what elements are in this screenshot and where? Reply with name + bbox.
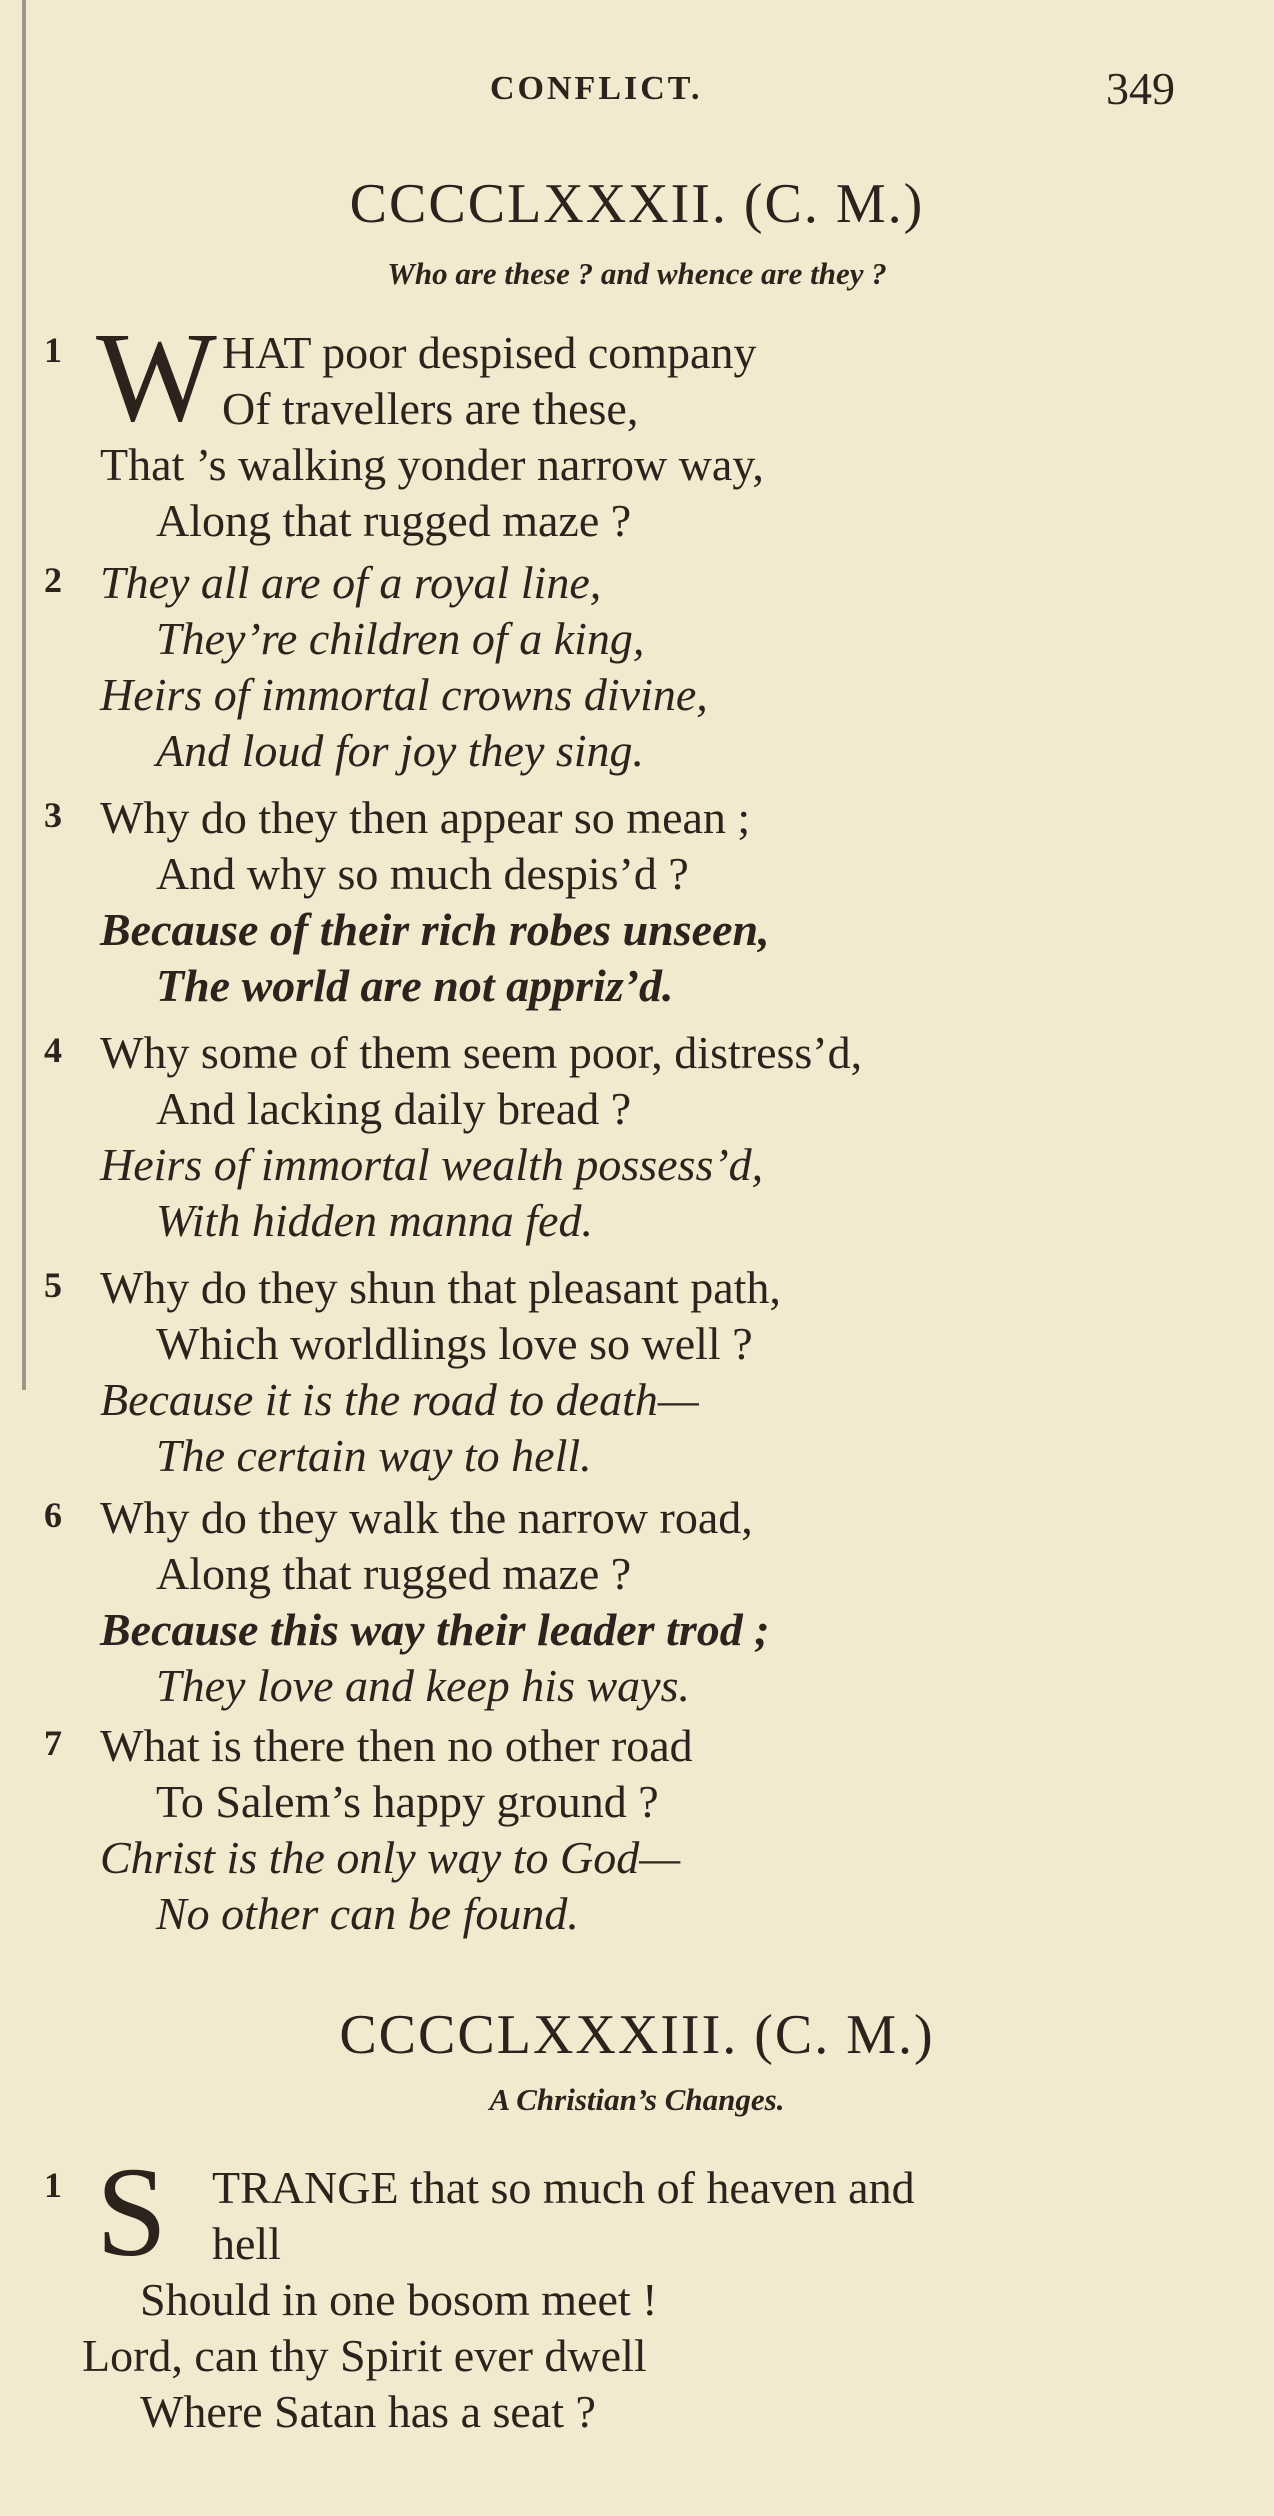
drop-cap: W (96, 306, 217, 448)
verse-number: 7 (44, 1723, 62, 1763)
verse-line: hell (212, 2218, 281, 2269)
hymn-title: CCCCLXXXII. (C. M.) (349, 173, 925, 235)
hymn-subtitle: A Christian’s Changes. (489, 2082, 785, 2117)
verse-line: Heirs of immortal wealth possess’d, (100, 1139, 764, 1190)
page-header (0, 62, 1274, 122)
verse-line: Because of their rich robes unseen, (100, 904, 770, 955)
verse-line: Lord, can thy Spirit ever dwell (82, 2330, 647, 2381)
verse-line: Why some of them seem poor, distress’d, (100, 1027, 863, 1078)
verse-line: With hidden manna fed. (156, 1195, 593, 1246)
verse-line: And why so much despis’d ? (156, 848, 689, 899)
verse-line: Where Satan has a seat ? (140, 2386, 596, 2437)
verse-line: Because it is the road to death— (100, 1374, 699, 1425)
verse-line: Christ is the only way to God— (100, 1832, 681, 1883)
verse-line: Along that rugged maze ? (156, 495, 632, 546)
drop-cap: S (96, 2141, 168, 2283)
verse-line: HAT poor despised company (222, 327, 757, 378)
page-number: 349 (1106, 63, 1175, 114)
verse-line: Why do they walk the narrow road, (100, 1492, 753, 1543)
verse-line: Of travellers are these, (222, 383, 639, 434)
verse-number: 1 (44, 2165, 62, 2205)
verse-line: And lacking daily bread ? (156, 1083, 632, 1134)
hymn-title: CCCCLXXXIII. (C. M.) (339, 2004, 935, 2066)
verse-number: 6 (44, 1495, 62, 1535)
verse-line: Why do they shun that pleasant path, (100, 1262, 781, 1313)
verse-number: 5 (44, 1265, 62, 1305)
running-head: CONFLICT. (490, 70, 703, 107)
verse-line: The certain way to hell. (156, 1430, 592, 1481)
verse-line: Because this way their leader trod ; (100, 1604, 770, 1655)
verse-line: To Salem’s happy ground ? (156, 1776, 659, 1827)
verse-line: They’re children of a king, (156, 613, 645, 664)
verse-line: And loud for joy they sing. (156, 725, 645, 776)
verse-line: The world are not appriz’d. (156, 960, 674, 1011)
verse-line: Heirs of immortal crowns divine, (100, 669, 708, 720)
verse-line: They love and keep his ways. (156, 1660, 690, 1711)
verse-line: That ’s walking yonder narrow way, (100, 439, 764, 490)
verse-line: Which worldlings love so well ? (156, 1318, 753, 1369)
verse-number: 3 (44, 795, 62, 835)
verse-number: 2 (44, 560, 62, 600)
verse-line: No other can be found. (156, 1888, 579, 1939)
verse-line: What is there then no other road (100, 1720, 693, 1771)
verse-number: 1 (44, 330, 62, 370)
verse-line: They all are of a royal line, (100, 557, 602, 608)
verse-number: 4 (44, 1030, 62, 1070)
verse-line: Along that rugged maze ? (156, 1548, 632, 1599)
hymn-subtitle: Who are these ? and whence are they ? (387, 256, 887, 291)
verse-line: Why do they then appear so mean ; (100, 792, 751, 843)
verse-line: TRANGE that so much of heaven and (212, 2162, 915, 2213)
verse-line: Should in one bosom meet ! (140, 2274, 658, 2325)
